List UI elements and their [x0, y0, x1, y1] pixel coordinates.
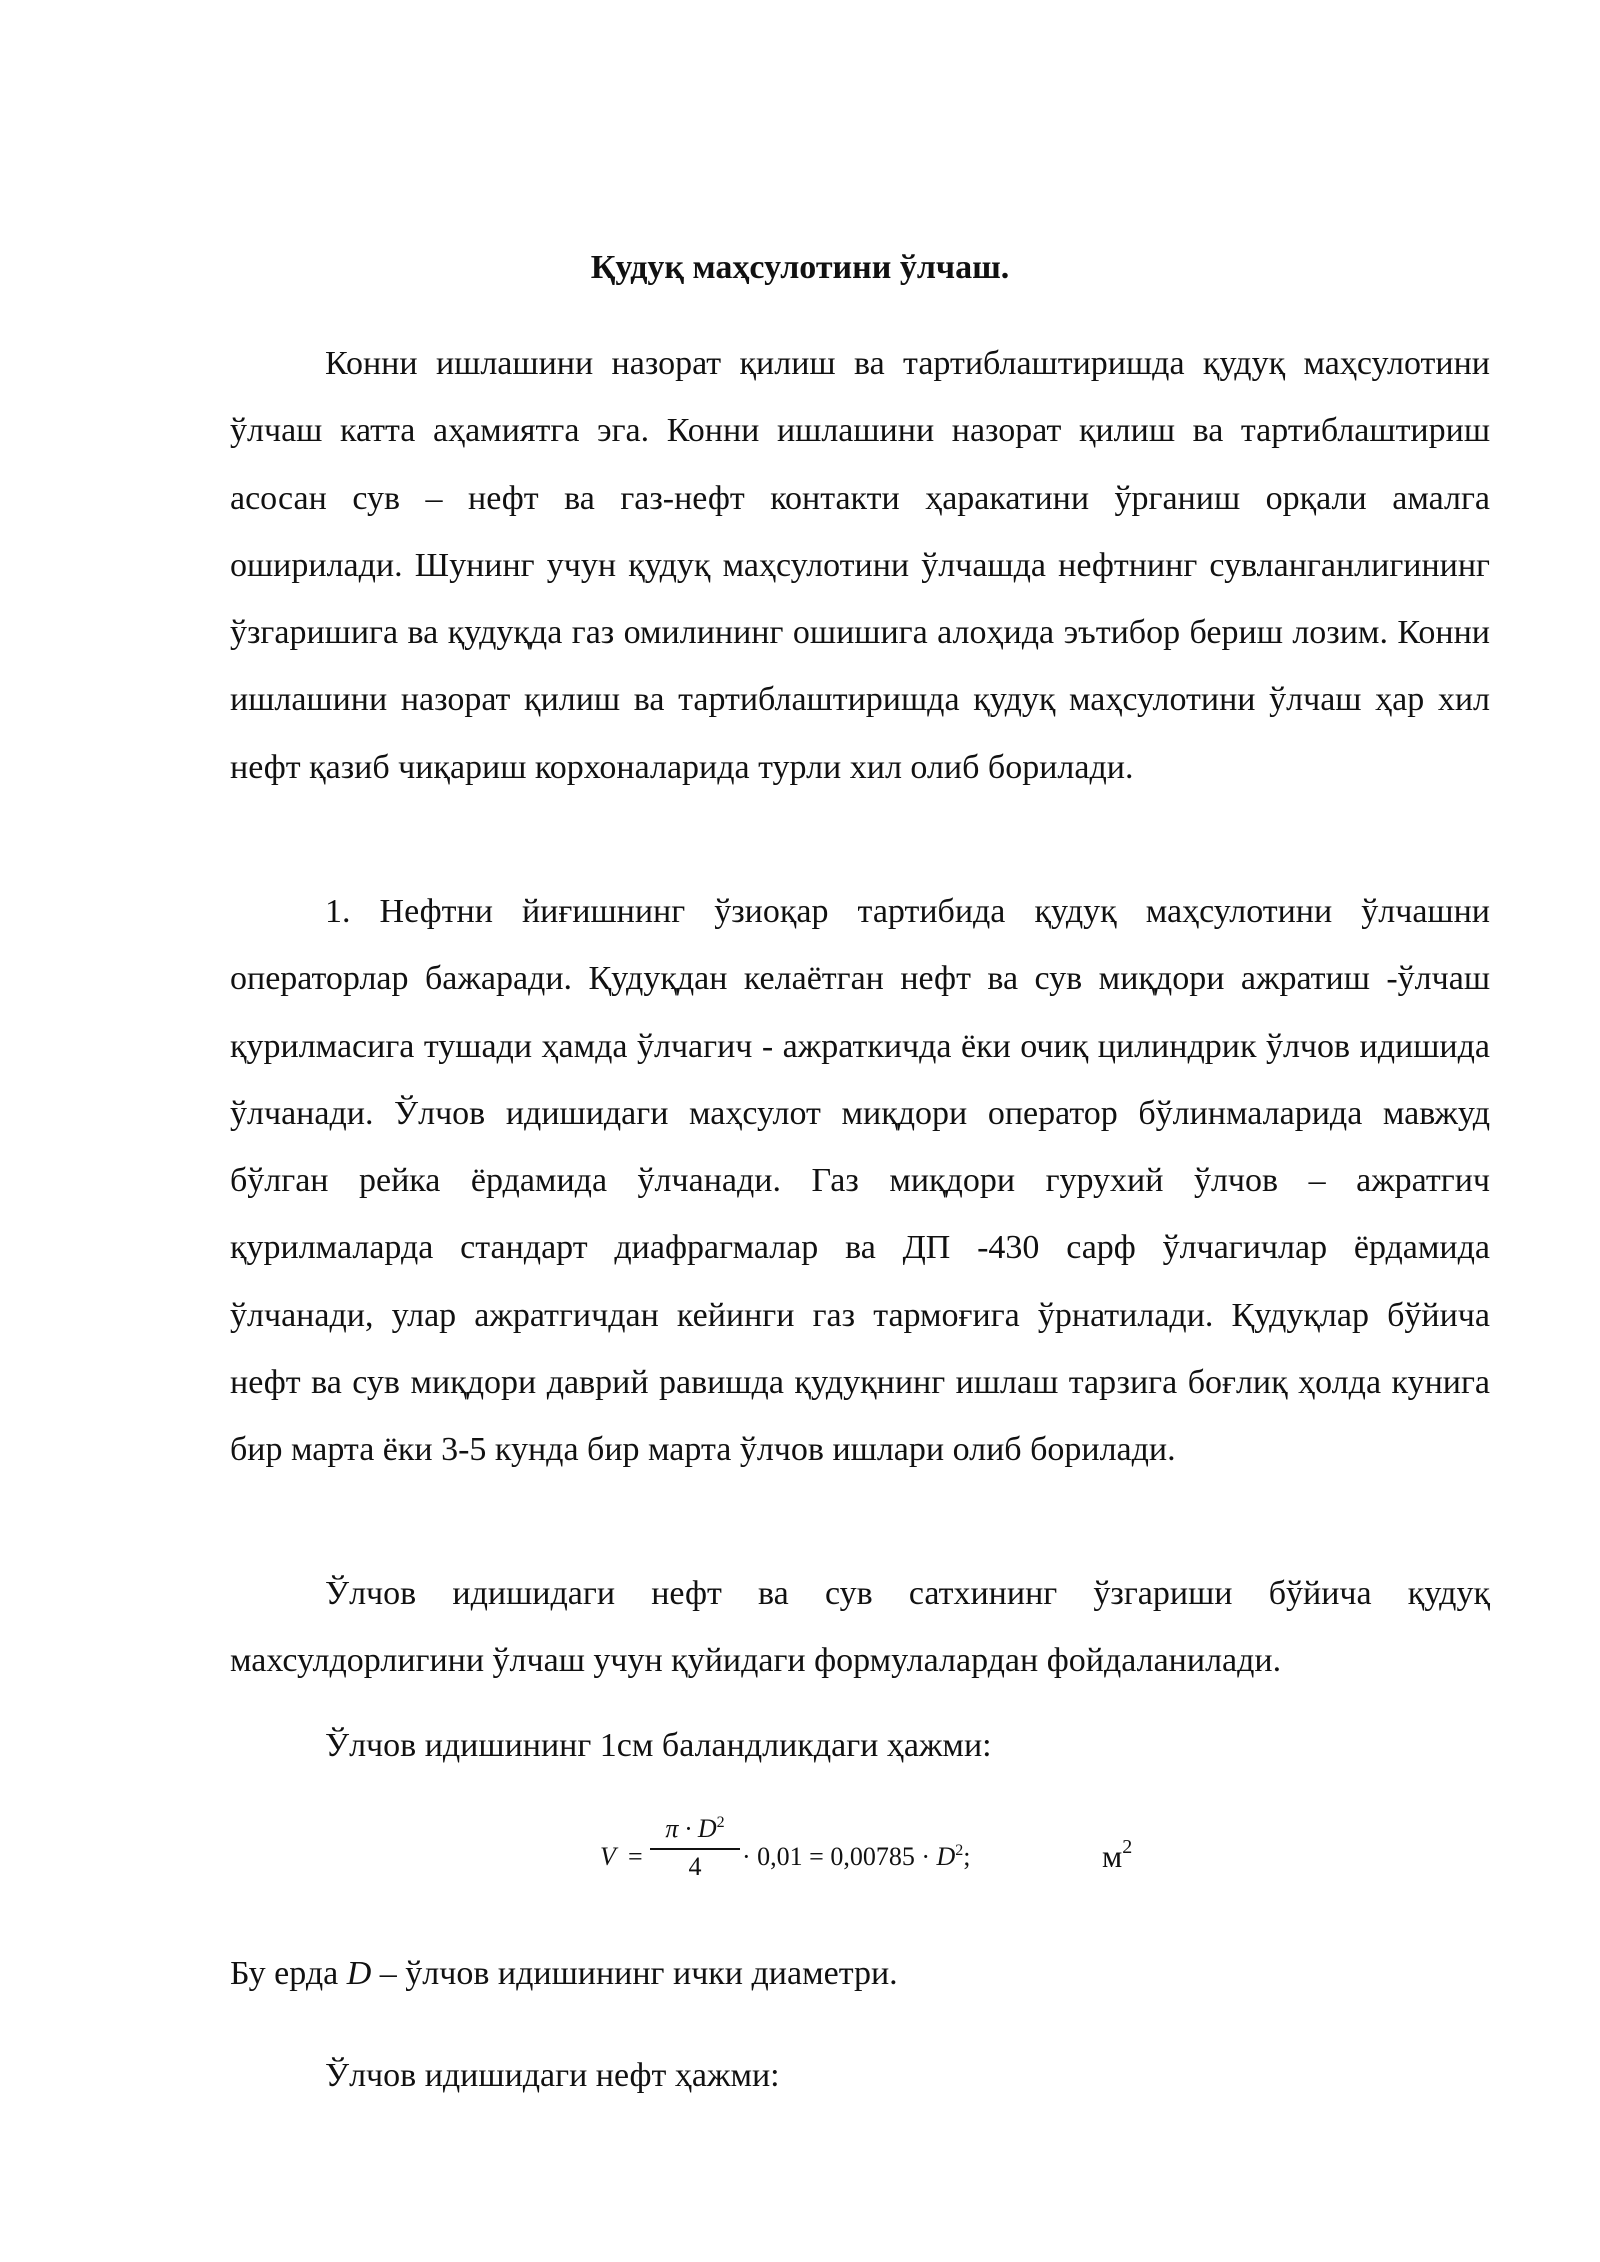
formula-lhs: V: [600, 1842, 616, 1871]
formula-fraction: [650, 1806, 740, 1882]
formula-equals: =: [628, 1842, 643, 1871]
paragraph-intro: Конни ишлашини назорат қилиш ва тартиблаштиришда қудуқ маҳсулотини ўлчаш катта аҳамиятга эга. Конни ишлашини назорат қилиш ва тартиблаштириш асосан сув – нефт ва газ-нефт контакти ҳаракатини ўрганиш орқали амалга оширилади. Шунинг учун қудуқ маҳсулотини ўлчашда нефтнинг сувланганлигининг ўзгаришига ва қудуқда газ омилининг ошишига алоҳида эътибор бериш лозим. Конни ишлашини назорат қилиш ва тартиблаштиришда қудуқ маҳсулотини ўлчаш ҳар хил нефт қазиб чиқариш корхоналарида турли хил олиб борилади.: [230, 345, 1490, 786]
formula-unit: $м^2$: [1102, 1836, 1133, 1874]
fraction-bar: [650, 1848, 740, 1850]
paragraph-volume-label: Ўлчов идишининг 1см баландликдаги ҳажми:: [325, 1727, 992, 1764]
paragraph-measurement-method: 1. Нефтни йиғишнинг ўзиоқар тартибида қудуқ маҳсулотини ўлчашни операторлар бажаради. Қудуқдан келаётган нефт ва сув миқдори ажратиш -ўлчаш қурилмасига тушади ҳамда ўлчагич - ажраткичда ёки очиқ цилиндрик ўлчов идишида ўлчанади. Ўлчов идишидаги маҳсулот миқдори оператор бўлинмаларида мавжуд бўлган рейка ёрдамида ўлчанади. Газ миқдори гурухий ўлчов – ажратгич қурилмаларда стандарт диафрагмалар ва ДП -430 сарф ўлчагичлар ёрдамида ўлчанади, улар ажратгичдан кейинги газ тармоғига ўрнатилади. Қудуқлар бўйича нефт ва сув миқдори даврий равишда қудуқнинг ишлаш тарзига боғлиқ ҳолда кунига бир марта ёки 3-5 кунда бир марта ўлчов ишлари олиб борилади.: [230, 893, 1490, 1469]
formula-rest: · $0,01 = 0,00785 \cdot D^2$;: [742, 1842, 971, 1871]
volume-formula: [0, 1806, 1600, 1896]
formula-denominator: 4: [688, 1851, 702, 1881]
document-title: Қудуқ маҳсулотини ўлчаш.: [590, 249, 1010, 286]
paragraph-where-definition: Бу ерда D – ўлчов идишининг ички диаметри.: [230, 1955, 898, 1992]
paragraph-formula-intro: Ўлчов идишидаги нефт ва сув сатхининг ўзгариши бўйича қудуқ махсулдорлигини ўлчаш учун қуйидаги формулалардан фойдаланилади.: [230, 1575, 1490, 1680]
formula-numerator: $\pi \cdot D^2$: [665, 1814, 725, 1843]
paragraph-oil-volume-label: Ўлчов идишидаги нефт ҳажми:: [325, 2057, 780, 2094]
